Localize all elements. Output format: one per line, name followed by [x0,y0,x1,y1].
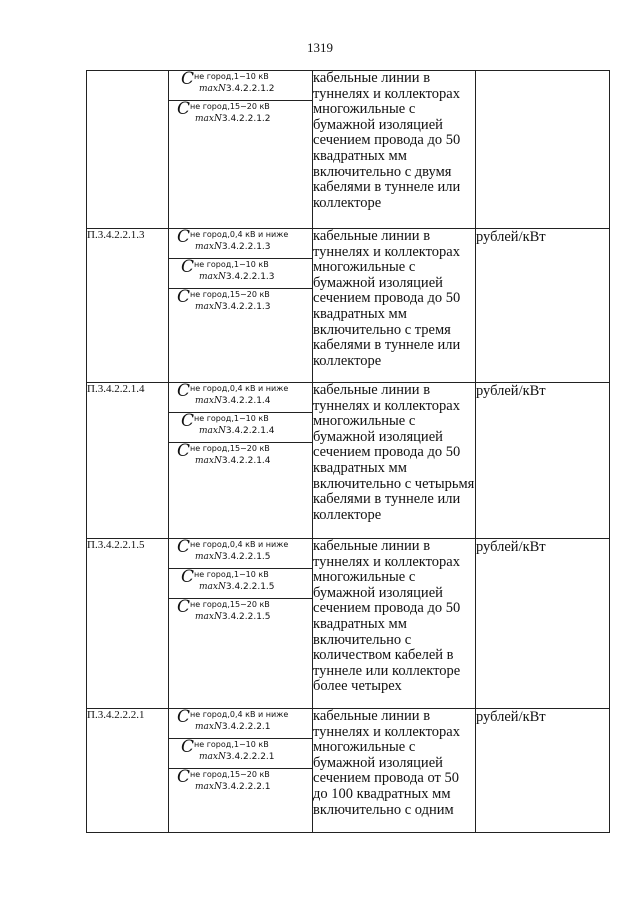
formula: $C^{не город,0,4 кВ и ниже}$ maxN3.4.2.2.2.1 [169,709,312,739]
item-code: П.3.4.2.2.1.5 [87,539,169,709]
formula-superscript: не город,15−20 кВ [190,290,270,299]
formula-superscript: не город,15−20 кВ [190,444,270,453]
formula-superscript: не город,0,4 кВ и ниже [190,230,289,239]
formula: $C^{не город,1-10 кВ}$ maxN3.4.2.2.1.2 [169,71,312,101]
formula-subscript: 3.4.2.2.1.4 [221,396,271,406]
formula-subscript: 3.4.2.2.1.4 [225,426,275,436]
formula-subscript: 3.4.2.2.1.5 [225,582,275,592]
formula: $C^{не город,15-20 кВ}$ maxN3.4.2.2.1.5 [177,597,271,622]
description: кабельные линии в туннелях и коллекторах многожильные с бумажной изоляцией сечением провода до 50 квадратных мм включительно с двумя кабелями в туннеле или коллекторе [313,71,476,229]
unit: рублей/кВт [476,229,610,383]
formula-subscript: 3.4.2.2.1.3 [221,242,271,252]
unit [476,71,610,229]
formula-superscript: не город,0,4 кВ и ниже [190,384,289,393]
formula: $C^{не город,1-10 кВ}$ maxN3.4.2.2.1.3 [169,259,312,289]
formula: $C^{не город,15-20 кВ}$ maxN3.4.2.2.1.3 [177,287,271,312]
formula-superscript: не город,1−10 кВ [194,740,269,749]
formula: $C^{не город,15-20 кВ}$ maxN3.4.2.2.2.1 [177,767,271,792]
rates-table [86,70,610,833]
formula-cell [169,71,313,229]
formula-superscript: не город,15−20 кВ [190,770,270,779]
formula: $C^{не город,1-10 кВ}$ maxN3.4.2.2.1.4 [169,413,312,443]
item-code: П.3.4.2.2.1.3 [87,229,169,383]
formula-subscript: 3.4.2.2.1.5 [221,552,271,562]
formula-subscript: 3.4.2.2.1.3 [221,302,271,312]
unit: рублей/кВт [476,383,610,539]
item-code: П.3.4.2.2.2.1 [87,709,169,833]
table-row [87,229,610,383]
formula: $C^{не город,1-10 кВ}$ maxN3.4.2.2.2.1 [169,739,312,769]
formula-subscript: 3.4.2.2.2.1 [221,722,271,732]
formula-subscript: 3.4.2.2.1.3 [225,272,275,282]
formula: $C^{не город,0,4 кВ и ниже}$ maxN3.4.2.2.1.3 [169,229,312,259]
formula-cell [169,383,313,539]
table-row [87,71,610,229]
formula-superscript: не город,0,4 кВ и ниже [190,710,289,719]
formula-superscript: не город,15−20 кВ [190,600,270,609]
formula: $C^{не город,15-20 кВ}$ maxN3.4.2.2.1.2 [177,99,271,124]
formula-superscript: не город,1−10 кВ [194,570,269,579]
page-number: 1319 [307,40,333,55]
formula-subscript: 3.4.2.2.1.2 [225,84,275,94]
formula-subscript: 3.4.2.2.1.4 [221,456,271,466]
formula-subscript: 3.4.2.2.2.1 [221,782,271,792]
description: кабельные линии в туннелях и коллекторах многожильные с бумажной изоляцией сечением провода до 50 квадратных мм включительно с тремя кабелями в туннеле или коллекторе [313,229,476,383]
formula: $C^{не город,1-10 кВ}$ maxN3.4.2.2.1.5 [169,569,312,599]
formula-superscript: не город,1−10 кВ [194,72,269,81]
description: кабельные линии в туннелях и коллекторах многожильные с бумажной изоляцией сечением провода до 50 квадратных мм включительно с четырьмя кабелями в туннеле или коллекторе [313,383,476,539]
formula-subscript: 3.4.2.2.1.5 [221,612,271,622]
formula: $C^{не город,0,4 кВ и ниже}$ maxN3.4.2.2.1.5 [169,539,312,569]
formula: $C^{не город,0,4 кВ и ниже}$ maxN3.4.2.2.1.4 [169,383,312,413]
formula-superscript: не город,1−10 кВ [194,414,269,423]
formula-subscript: 3.4.2.2.1.2 [221,114,271,124]
formula: $C^{не город,15-20 кВ}$ maxN3.4.2.2.1.4 [177,441,271,466]
formula-superscript: не город,0,4 кВ и ниже [190,540,289,549]
table-row [87,709,610,833]
formula-cell [169,539,313,709]
description: кабельные линии в туннелях и коллекторах многожильные с бумажной изоляцией сечением провода до 50 квадратных мм включительно с количеством кабелей в туннеле или коллекторе более четырех [313,539,476,709]
formula-subscript: 3.4.2.2.2.1 [225,752,275,762]
formula-cell [169,229,313,383]
item-code [87,71,169,229]
table-row [87,383,610,539]
item-code: П.3.4.2.2.1.4 [87,383,169,539]
table-row [87,539,610,709]
unit: рублей/кВт [476,709,610,833]
formula-cell [169,709,313,833]
formula-superscript: не город,15−20 кВ [190,102,270,111]
description: кабельные линии в туннелях и коллекторах многожильные с бумажной изоляцией сечением провода от 50 до 100 квадратных мм включительно с одним [313,709,476,833]
formula-superscript: не город,1−10 кВ [194,260,269,269]
unit: рублей/кВт [476,539,610,709]
